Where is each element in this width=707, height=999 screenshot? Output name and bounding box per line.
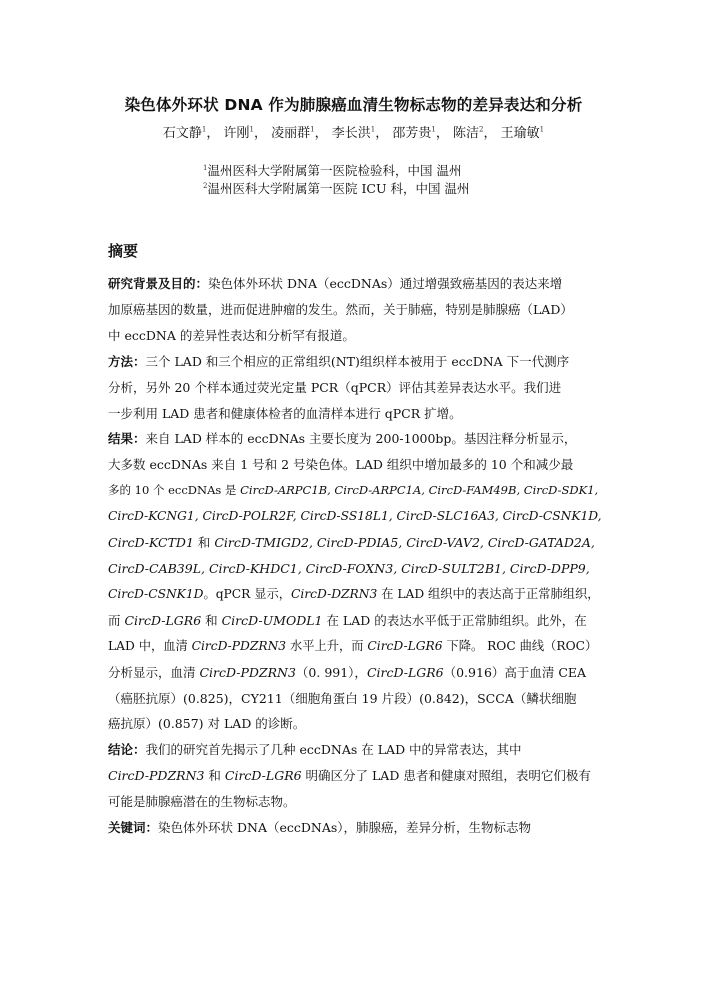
gene-name: CircD-CAB39L, CircD-KHDC1, CircD-FOXN3, CircD-SULT2B1, CircD-DPP9, [108,560,590,576]
gene-name: CircD-KCTD1 [108,535,194,551]
gene-name: CircD-ARPC1B, CircD-ARPC1A, CircD-FAM49B, CircD-SDK1, [240,483,599,498]
gene-name: CircD-LGR6 [366,664,444,680]
gene-name: CircD-UMODL1 [221,612,323,628]
affiliation-2 [203,179,469,197]
paper-title: 染色体外环状 DNA 作为肺腺癌血清生物标志物的差异表达和分析 [124,96,583,114]
author: 李长洪 [331,126,371,141]
gene-name: CircD-PDZRN3 [191,638,287,653]
conclusion-label: 结论： [108,742,146,758]
text-line: 分析显示，血清 CircD-PDZRN3（0. 991），CircD-LGR6（0.916）高于血清 CEA [108,664,587,680]
background-paragraph [108,271,603,349]
text-line: （癌胚抗原）(0.825)，CY211（细胞角蛋白 19 片段）(0.842)，SCCA（鳞状细胞 [108,690,577,706]
affiliation-mark: 1 [203,163,208,172]
author-affiliation-mark: 1 [249,125,254,134]
author: 石文静 [162,126,202,141]
affiliation-mark: 2 [203,181,208,190]
text-line: 多的 10 个 eccDNAs 是 CircD-ARPC1B, CircD-ARPC1A, CircD-FAM49B, CircD-SDK1, [108,483,599,498]
gene-name: CircD-DZRN3 [291,586,378,601]
gene-name: CircD-LGR6 [124,612,202,628]
author: 王瑜敏 [500,126,540,141]
text-line: 方法：三个 LAD 和三个相应的正常组织(NT)组织样本被用于 eccDNA 下一代测序 [108,353,570,369]
text-line [108,815,603,841]
gene-name: CircD-LGR6 [224,768,302,784]
text-line: 加原癌基因的数量，进而促进肿瘤的发生。然而，关于肺癌，特别是肺腺癌（LAD） [108,301,573,317]
text-line [108,504,603,530]
text-line: 大多数 eccDNAs 来自 1 号和 2 号染色体。LAD 组织中增加最多的 10 个和减少最 [108,457,574,473]
methods-paragraph [108,349,603,427]
gene-name: CircD-PDZRN3 [199,664,296,680]
methods-label: 方法： [108,353,146,369]
text-line: 结果：来自 LAD 样本的 eccDNAs 主要长度为 200-1000bp。基因注释分析显示， [108,431,577,447]
abstract-body [108,271,603,841]
keywords-paragraph [108,815,603,841]
gene-name: CircD-TMIGD2, CircD-PDIA5, CircD-VAV2, CircD-GATAD2A, [214,535,595,551]
author-affiliation-mark: 1 [310,125,315,134]
gene-name: CircD-PDZRN3 [108,768,205,784]
results-paragraph [108,426,603,737]
text-line: CircD-PDZRN3 和 CircD-LGR6 明确区分了 LAD 患者和健康对照组，表明它们极有 [108,768,591,784]
text-line: CircD-CSNK1D。qPCR 显示，CircD-DZRN3 在 LAD 组织中的表达高于正常肺组织， [108,586,600,601]
text-line [108,556,603,582]
text-line: 结论：我们的研究首先揭示了几种 eccDNAs 在 LAD 中的异常表达，其中 [108,742,522,758]
background-label: 研究背景及目的： [108,276,209,291]
affiliation-text: 温州医科大学附属第一医院 ICU 科，中国 温州 [207,181,470,196]
text-line: 一步利用 LAD 患者和健康体检者的血清样本进行 qPCR 扩增。 [108,405,462,421]
keywords-text: 染色体外环状 DNA（eccDNAs），肺腺癌，差异分析，生物标志物 [158,820,532,836]
text-line: 分析，另外 20 个样本通过荧光定量 PCR（qPCR）评估其差异表达水平。我们进 [108,379,562,395]
author-affiliation-mark: 1 [431,125,436,134]
text-line: 可能是肺腺癌潜在的生物标志物。 [108,794,296,810]
affiliation-1 [203,161,461,179]
author: 凌丽群 [271,126,311,141]
keywords-label: 关键词： [108,820,159,836]
text-line: LAD 中，血清 CircD-PDZRN3 水平上升，而 CircD-LGR6 下降。 ROC 曲线（ROC） [108,638,598,653]
conclusion-paragraph [108,737,603,815]
text-line: 中 eccDNA 的差异性表达和分析罕有报道。 [108,327,355,343]
gene-name: CircD-CSNK1D [108,586,204,601]
affiliation-text: 温州医科大学附属第一医院检验科，中国 温州 [207,163,462,178]
results-label: 结果： [108,431,146,447]
gene-name: CircD-KCNG1, CircD-POLR2F, CircD-SS18L1, CircD-SLC16A3, CircD-CSNK1D, [108,509,602,524]
author: 许刚 [223,126,250,141]
author-affiliation-mark: 1 [370,125,376,134]
text-line: 研究背景及目的：染色体外环状 DNA（eccDNAs）通过增强致癌基因的表达来增 [108,276,563,291]
text-line: 而 CircD-LGR6 和 CircD-UMODL1 在 LAD 的表达水平低于正常肺组织。此外，在 [108,612,587,628]
author: 邵芳贵 [392,126,432,141]
gene-name: CircD-LGR6 [367,638,443,653]
author: 陈洁 [453,126,480,141]
abstract-heading: 摘要 [108,242,139,260]
author-affiliation-mark: 2 [479,125,484,134]
text-line: 癌抗原）(0.857) 对 LAD 的诊断。 [108,716,306,732]
author-affiliation-mark: 1 [201,125,207,134]
author-affiliation-mark: 1 [539,125,545,134]
author-list: 石文静$^1$， 许刚$^1$， 凌丽群$^1$， 李长洪$^1$， 邵芳贵$^1$， 陈洁$^2$， 王瑜敏$^1$ [162,125,545,141]
text-line: CircD-KCTD1 和 CircD-TMIGD2, CircD-PDIA5, CircD-VAV2, CircD-GATAD2A, [108,535,595,551]
